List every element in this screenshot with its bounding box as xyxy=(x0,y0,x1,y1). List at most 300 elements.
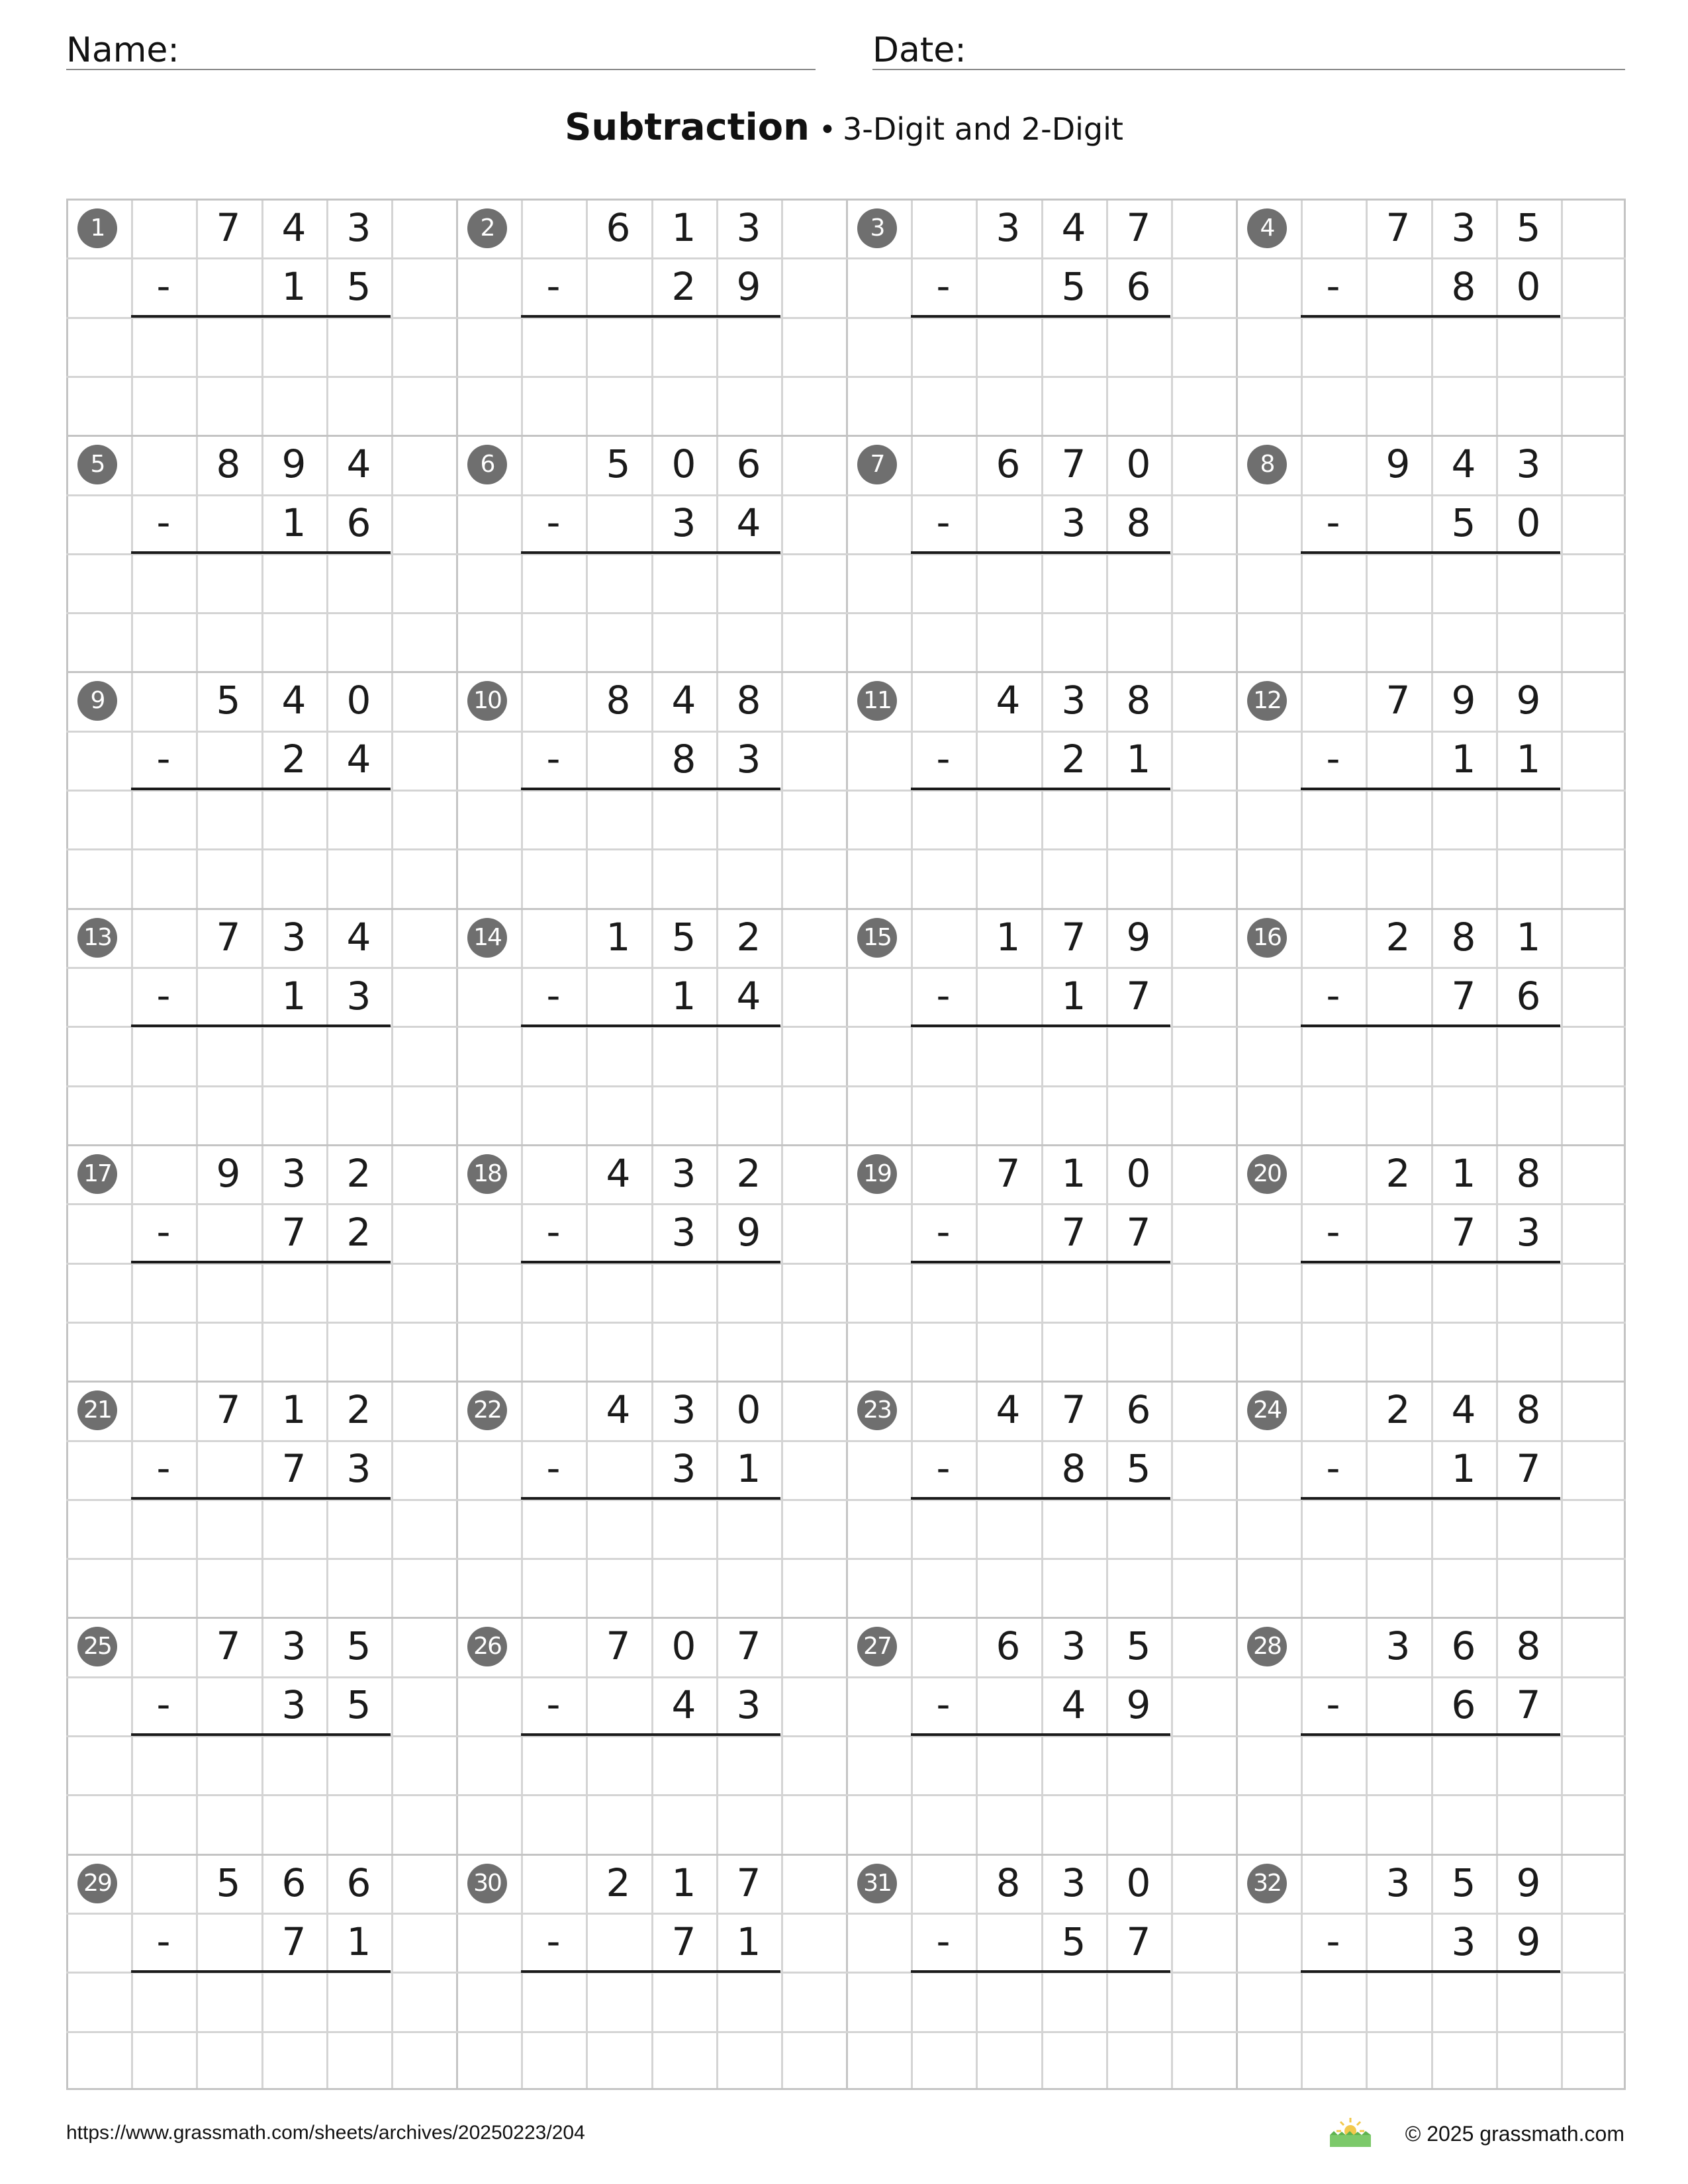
minus-sign: - xyxy=(1326,1682,1340,1727)
minuend-digit: 2 xyxy=(346,1151,371,1196)
minuend-digit: 2 xyxy=(1385,1151,1411,1196)
problem-number-badge: 16 xyxy=(1247,918,1287,958)
minuend-digit: 2 xyxy=(606,1860,631,1905)
minuend-digit: 4 xyxy=(1451,441,1476,486)
answer-line xyxy=(131,1024,391,1027)
minuend-digit: 1 xyxy=(606,915,631,960)
minuend-digit: 8 xyxy=(1516,1151,1541,1196)
subtrahend-digit: 7 xyxy=(1126,1210,1151,1255)
problem xyxy=(846,1854,1236,2090)
minuend-digit: 7 xyxy=(736,1623,761,1668)
footer-copyright: © 2025 grassmath.com xyxy=(1405,2122,1624,2146)
subtrahend-digit: 2 xyxy=(671,264,696,309)
subtrahend-digit: 3 xyxy=(736,1682,761,1727)
minuend-digit: 4 xyxy=(1451,1387,1476,1432)
minuend-digit: 3 xyxy=(671,1151,696,1196)
problem-number-badge: 1 xyxy=(77,208,117,248)
problem xyxy=(456,1617,846,1853)
answer-line xyxy=(911,788,1170,790)
minuend-digit: 4 xyxy=(281,678,306,723)
minuend-digit: 9 xyxy=(216,1151,241,1196)
subtrahend-digit: 7 xyxy=(281,1210,306,1255)
minus-sign: - xyxy=(156,973,171,1018)
subtrahend-digit: 2 xyxy=(281,737,306,782)
subtrahend-digit: 7 xyxy=(1126,1919,1151,1964)
problem-number-badge: 13 xyxy=(77,918,117,958)
minuend-digit: 4 xyxy=(996,1387,1021,1432)
minuend-digit: 8 xyxy=(216,441,241,486)
subtrahend-digit: 5 xyxy=(346,264,371,309)
minuend-digit: 5 xyxy=(1126,1623,1151,1668)
problem xyxy=(846,1381,1236,1617)
minuend-digit: 9 xyxy=(1385,441,1411,486)
subtrahend-digit: 4 xyxy=(736,500,761,545)
minuend-digit: 3 xyxy=(1061,1860,1086,1905)
subtrahend-digit: 3 xyxy=(1451,1919,1476,1964)
minus-sign: - xyxy=(936,1445,951,1490)
minuend-digit: 6 xyxy=(346,1860,371,1905)
problem-number-badge: 22 xyxy=(467,1390,507,1430)
minuend-digit: 8 xyxy=(1516,1623,1541,1668)
minus-sign: - xyxy=(1326,500,1340,545)
minuend-digit: 4 xyxy=(606,1151,631,1196)
problem xyxy=(1236,1144,1626,1381)
subtrahend-digit: 7 xyxy=(1061,1210,1086,1255)
minuend-digit: 8 xyxy=(1516,1387,1541,1432)
minuend-digit: 1 xyxy=(1451,1151,1476,1196)
answer-line xyxy=(521,1970,780,1973)
subtrahend-digit: 8 xyxy=(671,737,696,782)
problem-number-badge: 28 xyxy=(1247,1627,1287,1666)
problem-number-badge: 21 xyxy=(77,1390,117,1430)
problem xyxy=(456,1144,846,1381)
subtrahend-digit: 6 xyxy=(346,500,371,545)
minuend-digit: 5 xyxy=(346,1623,371,1668)
minuend-digit: 3 xyxy=(281,1623,306,1668)
problem xyxy=(456,1381,846,1617)
minus-sign: - xyxy=(546,1209,561,1254)
answer-line xyxy=(911,1733,1170,1736)
problem xyxy=(1236,199,1626,435)
minus-sign: - xyxy=(156,1445,171,1490)
minuend-digit: 4 xyxy=(346,441,371,486)
minuend-digit: 2 xyxy=(1385,915,1411,960)
minuend-digit: 3 xyxy=(346,205,371,250)
subtrahend-digit: 1 xyxy=(281,264,306,309)
minuend-digit: 6 xyxy=(281,1860,306,1905)
minuend-digit: 5 xyxy=(216,1860,241,1905)
problem-number-badge: 27 xyxy=(857,1627,897,1666)
subtrahend-digit: 3 xyxy=(1061,500,1086,545)
minuend-digit: 6 xyxy=(1126,1387,1151,1432)
minuend-digit: 8 xyxy=(1126,678,1151,723)
minus-sign: - xyxy=(936,1919,951,1964)
answer-line xyxy=(911,551,1170,554)
problem-number-badge: 8 xyxy=(1247,445,1287,484)
minus-sign: - xyxy=(1326,1209,1340,1254)
problem xyxy=(846,1617,1236,1853)
minuend-digit: 8 xyxy=(996,1860,1021,1905)
problem-number-badge: 24 xyxy=(1247,1390,1287,1430)
grass-sun-logo-icon xyxy=(1327,2115,1374,2148)
minus-sign: - xyxy=(936,1209,951,1254)
minuend-digit: 3 xyxy=(996,205,1021,250)
subtrahend-digit: 1 xyxy=(346,1919,371,1964)
problem-number-badge: 17 xyxy=(77,1154,117,1194)
minuend-digit: 5 xyxy=(216,678,241,723)
minuend-digit: 0 xyxy=(671,441,696,486)
subtrahend-digit: 7 xyxy=(1516,1446,1541,1491)
problem-number-badge: 2 xyxy=(467,208,507,248)
problem-number-badge: 5 xyxy=(77,445,117,484)
subtrahend-digit: 6 xyxy=(1516,974,1541,1019)
subtrahend-digit: 0 xyxy=(1516,264,1541,309)
answer-line xyxy=(521,788,780,790)
minuend-digit: 7 xyxy=(216,1623,241,1668)
minuend-digit: 3 xyxy=(1451,205,1476,250)
subtrahend-digit: 7 xyxy=(281,1446,306,1491)
minuend-digit: 7 xyxy=(216,205,241,250)
problem-number-badge: 29 xyxy=(77,1864,117,1903)
subtrahend-digit: 6 xyxy=(1451,1682,1476,1727)
minuend-digit: 9 xyxy=(1126,915,1151,960)
minuend-digit: 7 xyxy=(1061,915,1086,960)
page-title xyxy=(0,106,1688,149)
minuend-digit: 5 xyxy=(671,915,696,960)
subtrahend-digit: 9 xyxy=(1516,1919,1541,1964)
subtrahend-digit: 1 xyxy=(736,1919,761,1964)
problem-number-badge: 30 xyxy=(467,1864,507,1903)
answer-line xyxy=(131,1497,391,1500)
problem-number-badge: 4 xyxy=(1247,208,1287,248)
minus-sign: - xyxy=(936,263,951,308)
minuend-digit: 6 xyxy=(996,441,1021,486)
minuend-digit: 5 xyxy=(1451,1860,1476,1905)
subtrahend-digit: 1 xyxy=(1451,737,1476,782)
minus-sign: - xyxy=(546,500,561,545)
subtrahend-digit: 5 xyxy=(1061,1919,1086,1964)
minuend-digit: 1 xyxy=(671,1860,696,1905)
minuend-digit: 7 xyxy=(1385,205,1411,250)
minus-sign: - xyxy=(1326,1445,1340,1490)
subtrahend-digit: 3 xyxy=(281,1682,306,1727)
problem xyxy=(66,1854,456,2090)
minuend-digit: 9 xyxy=(1516,678,1541,723)
subtrahend-digit: 8 xyxy=(1061,1446,1086,1491)
subtrahend-digit: 9 xyxy=(1126,1682,1151,1727)
answer-line xyxy=(911,1024,1170,1027)
minuend-digit: 2 xyxy=(736,915,761,960)
minus-sign: - xyxy=(156,736,171,781)
date-field[interactable] xyxy=(872,20,1625,70)
minuend-digit: 8 xyxy=(606,678,631,723)
answer-line xyxy=(131,788,391,790)
minus-sign: - xyxy=(546,263,561,308)
answer-line xyxy=(521,315,780,318)
subtrahend-digit: 4 xyxy=(1061,1682,1086,1727)
answer-line xyxy=(1301,1733,1560,1736)
minuend-digit: 1 xyxy=(996,915,1021,960)
problem xyxy=(846,908,1236,1144)
name-label: Name: xyxy=(66,30,179,70)
subtrahend-digit: 9 xyxy=(736,1210,761,1255)
title-subtitle: 3-Digit and 2-Digit xyxy=(842,111,1123,147)
subtrahend-digit: 2 xyxy=(1061,737,1086,782)
subtrahend-digit: 1 xyxy=(1061,974,1086,1019)
minus-sign: - xyxy=(936,500,951,545)
answer-line xyxy=(1301,1970,1560,1973)
subtrahend-digit: 1 xyxy=(1126,737,1151,782)
subtrahend-digit: 6 xyxy=(1126,264,1151,309)
answer-line xyxy=(1301,1261,1560,1263)
minuend-digit: 3 xyxy=(281,1151,306,1196)
minuend-digit: 6 xyxy=(736,441,761,486)
minus-sign: - xyxy=(546,736,561,781)
minuend-digit: 7 xyxy=(1385,678,1411,723)
worksheet-grid xyxy=(66,199,1626,2090)
minuend-digit: 4 xyxy=(1061,205,1086,250)
subtrahend-digit: 7 xyxy=(1516,1682,1541,1727)
minuend-digit: 1 xyxy=(281,1387,306,1432)
answer-line xyxy=(131,551,391,554)
minus-sign: - xyxy=(156,263,171,308)
minuend-digit: 3 xyxy=(1061,678,1086,723)
minus-sign: - xyxy=(1326,1919,1340,1964)
problem-number-badge: 12 xyxy=(1247,681,1287,721)
minuend-digit: 3 xyxy=(1385,1623,1411,1668)
problem xyxy=(66,199,456,435)
subtrahend-digit: 3 xyxy=(736,737,761,782)
minus-sign: - xyxy=(936,736,951,781)
subtrahend-digit: 1 xyxy=(736,1446,761,1491)
minus-sign: - xyxy=(1326,263,1340,308)
subtrahend-digit: 1 xyxy=(1451,1446,1476,1491)
subtrahend-digit: 3 xyxy=(1516,1210,1541,1255)
problem-number-badge: 18 xyxy=(467,1154,507,1194)
minuend-digit: 4 xyxy=(346,915,371,960)
subtrahend-digit: 4 xyxy=(346,737,371,782)
minuend-digit: 4 xyxy=(996,678,1021,723)
problem xyxy=(66,1381,456,1617)
subtrahend-digit: 1 xyxy=(671,974,696,1019)
problem xyxy=(66,671,456,907)
problem-number-badge: 26 xyxy=(467,1627,507,1666)
problem-number-badge: 14 xyxy=(467,918,507,958)
problem-number-badge: 3 xyxy=(857,208,897,248)
minuend-digit: 5 xyxy=(606,441,631,486)
subtrahend-digit: 3 xyxy=(671,1446,696,1491)
problem xyxy=(1236,1617,1626,1853)
answer-line xyxy=(1301,315,1560,318)
problem-number-badge: 7 xyxy=(857,445,897,484)
minuend-digit: 0 xyxy=(1126,1860,1151,1905)
answer-line xyxy=(131,315,391,318)
problem xyxy=(456,1854,846,2090)
minuend-digit: 0 xyxy=(1126,441,1151,486)
answer-line xyxy=(521,551,780,554)
minuend-digit: 7 xyxy=(996,1151,1021,1196)
problem xyxy=(846,671,1236,907)
problem xyxy=(66,1617,456,1853)
subtrahend-digit: 1 xyxy=(1516,737,1541,782)
answer-line xyxy=(131,1970,391,1973)
answer-line xyxy=(1301,551,1560,554)
minuend-digit: 7 xyxy=(1061,441,1086,486)
minuend-digit: 8 xyxy=(1451,915,1476,960)
problem xyxy=(1236,671,1626,907)
date-label: Date: xyxy=(872,30,966,70)
answer-line xyxy=(521,1733,780,1736)
minuend-digit: 2 xyxy=(346,1387,371,1432)
minuend-digit: 3 xyxy=(1516,441,1541,486)
minuend-digit: 0 xyxy=(346,678,371,723)
problem xyxy=(66,435,456,671)
minuend-digit: 1 xyxy=(1061,1151,1086,1196)
answer-line xyxy=(131,1733,391,1736)
minuend-digit: 0 xyxy=(736,1387,761,1432)
problem xyxy=(846,1144,1236,1381)
subtrahend-digit: 8 xyxy=(1126,500,1151,545)
subtrahend-digit: 7 xyxy=(281,1919,306,1964)
minus-sign: - xyxy=(546,1919,561,1964)
minuend-digit: 5 xyxy=(1516,205,1541,250)
minuend-digit: 9 xyxy=(1516,1860,1541,1905)
subtrahend-digit: 4 xyxy=(671,1682,696,1727)
problem xyxy=(66,908,456,1144)
answer-line xyxy=(521,1024,780,1027)
problem xyxy=(1236,435,1626,671)
problem-number-badge: 6 xyxy=(467,445,507,484)
minus-sign: - xyxy=(1326,973,1340,1018)
minus-sign: - xyxy=(156,1919,171,1964)
name-field[interactable] xyxy=(66,20,816,70)
problem xyxy=(66,1144,456,1381)
minuend-digit: 2 xyxy=(736,1151,761,1196)
problem xyxy=(1236,1854,1626,2090)
problem xyxy=(456,199,846,435)
subtrahend-digit: 3 xyxy=(671,500,696,545)
subtrahend-digit: 1 xyxy=(281,974,306,1019)
minuend-digit: 4 xyxy=(281,205,306,250)
minuend-digit: 4 xyxy=(606,1387,631,1432)
problem-number-badge: 15 xyxy=(857,918,897,958)
problem-number-badge: 20 xyxy=(1247,1154,1287,1194)
minus-sign: - xyxy=(936,1682,951,1727)
footer-url: https://www.grassmath.com/sheets/archives/20250223/204 xyxy=(66,2122,585,2144)
problem-number-badge: 32 xyxy=(1247,1864,1287,1903)
answer-line xyxy=(911,315,1170,318)
problem xyxy=(1236,908,1626,1144)
minuend-digit: 7 xyxy=(606,1623,631,1668)
subtrahend-digit: 5 xyxy=(1126,1446,1151,1491)
minuend-digit: 7 xyxy=(1126,205,1151,250)
minuend-digit: 0 xyxy=(1126,1151,1151,1196)
answer-line xyxy=(1301,1497,1560,1500)
problem-number-badge: 31 xyxy=(857,1864,897,1903)
minus-sign: - xyxy=(156,500,171,545)
minuend-digit: 3 xyxy=(736,205,761,250)
minuend-digit: 9 xyxy=(281,441,306,486)
minuend-digit: 6 xyxy=(606,205,631,250)
subtrahend-digit: 3 xyxy=(671,1210,696,1255)
minuend-digit: 3 xyxy=(281,915,306,960)
problem xyxy=(1236,1381,1626,1617)
subtrahend-digit: 7 xyxy=(1451,974,1476,1019)
minus-sign: - xyxy=(156,1682,171,1727)
problem-number-badge: 10 xyxy=(467,681,507,721)
subtrahend-digit: 4 xyxy=(736,974,761,1019)
minus-sign: - xyxy=(936,973,951,1018)
minuend-digit: 9 xyxy=(1451,678,1476,723)
subtrahend-digit: 0 xyxy=(1516,500,1541,545)
title-separator: • xyxy=(819,113,836,147)
minuend-digit: 1 xyxy=(1516,915,1541,960)
subtrahend-digit: 2 xyxy=(346,1210,371,1255)
problem-number-badge: 11 xyxy=(857,681,897,721)
answer-line xyxy=(1301,1024,1560,1027)
subtrahend-digit: 1 xyxy=(281,500,306,545)
answer-line xyxy=(131,1261,391,1263)
answer-line xyxy=(911,1261,1170,1263)
problem-number-badge: 23 xyxy=(857,1390,897,1430)
answer-line xyxy=(521,1261,780,1263)
minuend-digit: 7 xyxy=(216,1387,241,1432)
minuend-digit: 3 xyxy=(671,1387,696,1432)
minuend-digit: 2 xyxy=(1385,1387,1411,1432)
answer-line xyxy=(911,1970,1170,1973)
minus-sign: - xyxy=(156,1209,171,1254)
subtrahend-digit: 5 xyxy=(1061,264,1086,309)
minuend-digit: 7 xyxy=(1061,1387,1086,1432)
minuend-digit: 3 xyxy=(1061,1623,1086,1668)
problem xyxy=(456,435,846,671)
minuend-digit: 0 xyxy=(671,1623,696,1668)
minus-sign: - xyxy=(546,973,561,1018)
subtrahend-digit: 5 xyxy=(346,1682,371,1727)
answer-line xyxy=(1301,788,1560,790)
title-main: Subtraction xyxy=(565,106,810,149)
subtrahend-digit: 8 xyxy=(1451,264,1476,309)
problem-number-badge: 19 xyxy=(857,1154,897,1194)
answer-line xyxy=(521,1497,780,1500)
answer-line xyxy=(911,1497,1170,1500)
problem xyxy=(846,435,1236,671)
problem xyxy=(846,199,1236,435)
subtrahend-digit: 9 xyxy=(736,264,761,309)
subtrahend-digit: 5 xyxy=(1451,500,1476,545)
minuend-digit: 7 xyxy=(736,1860,761,1905)
subtrahend-digit: 3 xyxy=(346,974,371,1019)
minuend-digit: 8 xyxy=(736,678,761,723)
minus-sign: - xyxy=(546,1445,561,1490)
subtrahend-digit: 3 xyxy=(346,1446,371,1491)
minuend-digit: 1 xyxy=(671,205,696,250)
subtrahend-digit: 7 xyxy=(1126,974,1151,1019)
minuend-digit: 6 xyxy=(1451,1623,1476,1668)
problem xyxy=(456,671,846,907)
problem xyxy=(456,908,846,1144)
minus-sign: - xyxy=(546,1682,561,1727)
problem-number-badge: 9 xyxy=(77,681,117,721)
minuend-digit: 7 xyxy=(216,915,241,960)
subtrahend-digit: 7 xyxy=(671,1919,696,1964)
minuend-digit: 4 xyxy=(671,678,696,723)
problem-number-badge: 25 xyxy=(77,1627,117,1666)
subtrahend-digit: 7 xyxy=(1451,1210,1476,1255)
minus-sign: - xyxy=(1326,736,1340,781)
minuend-digit: 6 xyxy=(996,1623,1021,1668)
minuend-digit: 3 xyxy=(1385,1860,1411,1905)
